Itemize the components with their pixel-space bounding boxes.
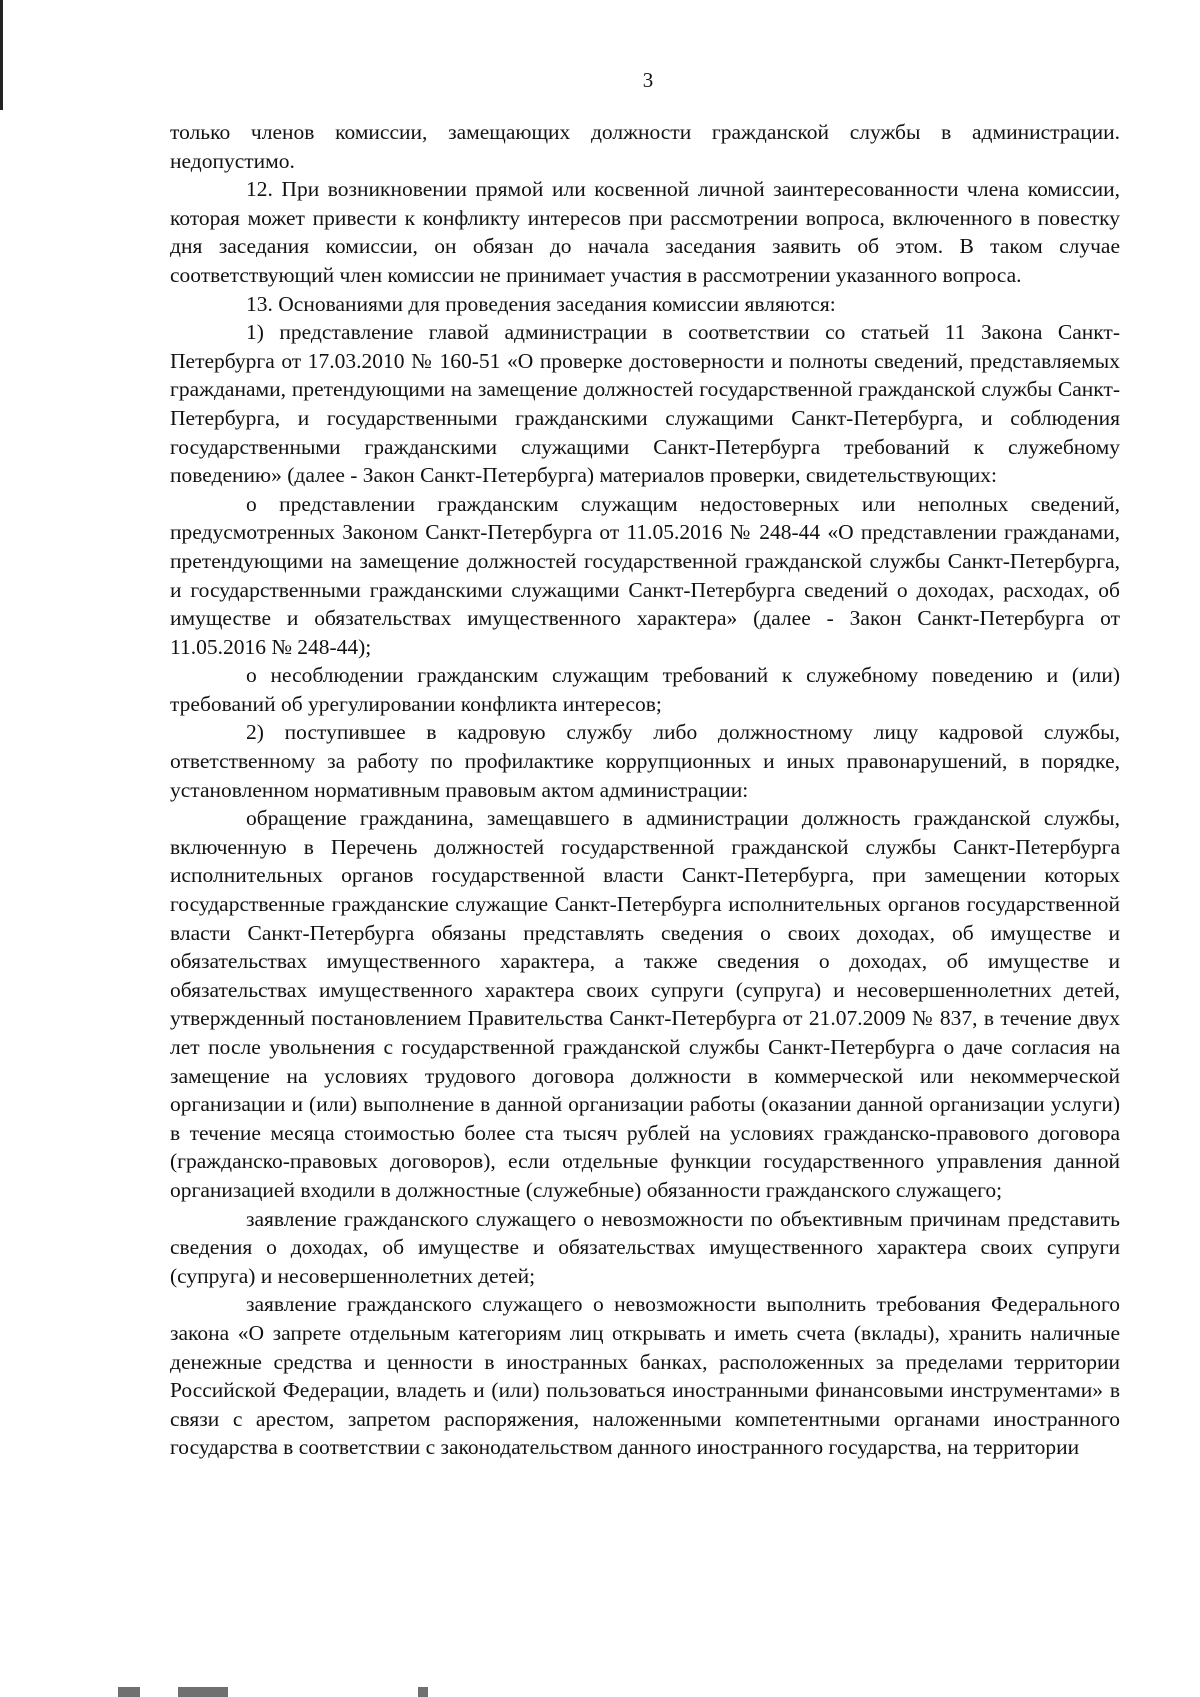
paragraph-10: заявление гражданского служащего о невозможности выполнить требования Федерального закона «О запрете отдельным категориям лиц открывать и иметь счета (вклады), хранить наличные денежные средства и ценности в иностранных банках, расположенных за пределами территории Российской Федерации, владеть и (или) пользоваться иностранными финансовыми инструментами» в связи с арестом, запретом распоряжения, наложенными компетентными органами иностранного государства в соответствии с законодательством данного иностранного государства, на территории xyxy=(170,1292,1120,1460)
paragraph-7: 2) поступившее в кадровую службу либо должностному лицу кадровой службы, ответственному за работу по профилактике коррупционных и иных правонарушений, в порядке, установленном нормативным правовым актом администрации: xyxy=(170,720,1120,802)
paragraph-3: 13. Основаниями для проведения заседания комиссии являются: xyxy=(246,291,836,316)
page-number: 3 xyxy=(642,68,654,92)
paragraph-6: о несоблюдении гражданским служащим требований к служебному поведению и (или) требований об урегулировании конфликта интересов; xyxy=(170,663,1120,716)
paragraph-1: только членов комиссии, замещающих должности гражданской службы в администрации. недопустимо. xyxy=(170,120,1120,173)
scan-bottom-artifact xyxy=(118,1687,538,1697)
paragraph-4: 1) представление главой администрации в соответствии со статьей 11 Закона Санкт-Петербурга от 17.03.2010 № 160-51 «О проверке достоверности и полноты сведений, представляемых гражданами, претендующими на замещение должностей государственной гражданской службы Санкт-Петербурга, и государственными гражданскими служащими Санкт-Петербурга, и соблюдения государственными гражданскими служащими Санкт-Петербурга требований к служебному поведению» (далее - Закон Санкт-Петербурга) материалов проверки, свидетельствующих: xyxy=(170,320,1120,488)
paragraph-5: о представлении гражданским служащим недостоверных или неполных сведений, предусмотренных Законом Санкт-Петербурга от 11.05.2016 № 248-44 «О представлении гражданами, претендующими на замещение должностей государственной гражданской службы Санкт-Петербурга, и государственными гражданскими служащими Санкт-Петербурга сведений о доходах, расходах, об имуществе и обязательствах имущественного характера» (далее - Закон Санкт-Петербурга от 11.05.2016 № 248-44); xyxy=(170,491,1120,659)
paragraph-2: 12. При возникновении прямой или косвенной личной заинтересованности члена комиссии, которая может привести к конфликту интересов при рассмотрении вопроса, включенного в повестку дня заседания комиссии, он обязан до начала заседания заявить об этом. В таком случае соответствующий член комиссии не принимает участия в рассмотрении указанного вопроса. xyxy=(170,177,1120,287)
paragraph-9: заявление гражданского служащего о невозможности по объективным причинам представить сведения о доходах, об имуществе и обязательствах имущественного характера своих супруги (супруга) и несовершеннолетних детей; xyxy=(170,1206,1120,1288)
scan-edge-mark xyxy=(0,0,3,110)
paragraph-8: обращение гражданина, замещавшего в администрации должность гражданской службы, включенную в Перечень должностей государственной гражданской службы Санкт-Петербурга исполнительных органов государственной власти Санкт-Петербурга, при замещении которых государственные гражданские служащие Санкт-Петербурга исполнительных органов государственной власти Санкт-Петербурга обязаны представлять сведения о своих доходах, об имуществе и обязательствах имущественного характера, а также сведения о доходах, об имуществе и обязательствах имущественного характера своих супруги (супруга) и несовершеннолетних детей, утвержденный постановлением Правительства Санкт-Петербурга от 21.07.2009 № 837, в течение двух лет после увольнения с государственной гражданской службы Санкт-Петербурга о даче согласия на замещение на условиях трудового договора должности в коммерческой или некоммерческой организации и (или) выполнение в данной организации работы (оказании данной организации услуги) в течение месяца стоимостью более ста тысяч рублей на условиях гражданско-правового договора (гражданско-правовых договоров), если отдельные функции государственного управления данной организацией входили в должностные (служебные) обязанности гражданского служащего; xyxy=(170,806,1120,1202)
document-body xyxy=(170,118,1120,1462)
